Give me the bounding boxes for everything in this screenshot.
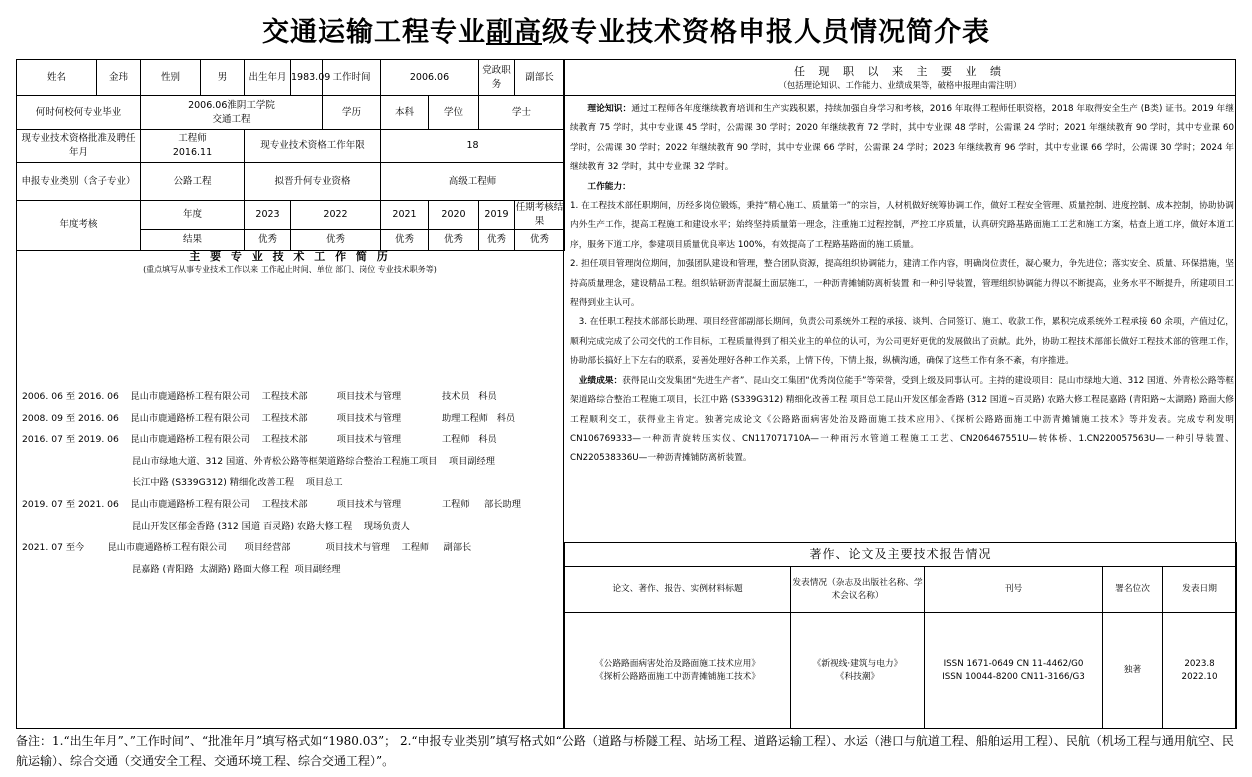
career-row-detail: 昆山开发区郁金香路 (312 国道 百灵路) 农路大修工程 现场负责人 bbox=[132, 520, 410, 532]
birth-value: 1983.09 bbox=[291, 60, 323, 96]
basic-info-table bbox=[16, 59, 565, 251]
school-value: 2006.06淮阴工学院 交通工程 bbox=[141, 96, 323, 130]
career-history-header bbox=[16, 248, 564, 275]
category-value: 公路工程 bbox=[141, 163, 245, 201]
years-value: 18 bbox=[381, 130, 565, 163]
post-label: 党政职务 bbox=[479, 60, 515, 96]
name-value: 金玮 bbox=[97, 60, 141, 96]
year-4: 2020 bbox=[429, 201, 479, 230]
degree-value: 学士 bbox=[479, 96, 565, 130]
edu-value: 本科 bbox=[381, 96, 429, 130]
pub-issns: ISSN 1671-0649 CN 11-4462/G0 ISSN 10044-8200 CN11-3166/G3 bbox=[925, 613, 1103, 729]
performance-body bbox=[570, 100, 1234, 469]
school-label: 何时何校何专业毕业 bbox=[17, 96, 141, 130]
result-1: 优秀 bbox=[245, 229, 291, 250]
pub-titles: 《公路路面病害处治及路面施工技术应用》 《探析公路路面施工中沥青摊铺施工技术》 bbox=[565, 613, 791, 729]
qual-label: 现专业技术资格批准及聘任年月 bbox=[17, 130, 141, 163]
achievement-text: 获得昆山交发集团“先进生产者”、昆山交工集团“优秀岗位能手”等荣誉，受到上级及同事认可。主持的建设项目：昆山市绿地大道、312 国道、外青松公路等框架道路综合整治工程施工项目，长江中路 (S339G312) 精细化改善工程 项目总工昆山开发区郁金香路 (312 国道~百灵路) 农路大修工程昆嘉路 (青阳路~太湖路) 路面大修工程顺利交工，获得业主肯定。独著完成论文《公路路面病害处治及路面施工技术应用》、《探析公路路面施工中沥青摊铺施工技术》等并发表。完成专利发明 CN106769333—一种沥青旋转压实仪、CN117071710A—一种雨污水管道工程施工工艺、CN206467551U—转体桥、1.CN220057563U—一种引导装置、CN220538336U—一种沥青摊铺防离析装置。 bbox=[570, 375, 1234, 464]
career-row: 2008. 09 至 2016. 06 昆山市鹿通路桥工程有限公司 工程技术部 项目技术与管理 助理工程师 科员 bbox=[22, 412, 516, 424]
year-5: 2019 bbox=[479, 201, 515, 230]
ability-paragraph-1: 1. 在工程技术部任职期间，历经多岗位锻炼，秉持“精心施工、质量第一”的宗旨，人材机做好统筹协调工作，做好工程安全管理、质量控制、进度控制、成本控制，协助协调内外生产工作，提高工程施工和建设水平；始终坚持质量第一理念，注重施工过程控制，严控工序质量，认真研究路基路面施工工艺和施工方案，枯查上道工序，做好本道工序，服务下道工序，参建项目质量优良率达 100%，有效提高了工程路基路面的施工质量。 bbox=[570, 201, 1234, 250]
theory-label: 理论知识： bbox=[587, 104, 632, 114]
footnote: 备注：1.“出生年月”、”工作时间”、“批准年月”填写格式如“1980.03”； 2.“申报专业类别”填写格式如“公路（道路与桥隧工程、站场工程、道路运输工程）、水运（港口与航道工程、船舶运用工程）、民航（机场工程与通用航空、民航运输）、综合交通（交通安全工程、交通环境工程、综合交通工程）”。 bbox=[16, 734, 1234, 768]
pub-header-title: 论文、著作、报告、实例材料标题 bbox=[565, 567, 791, 613]
edu-label: 学历 bbox=[323, 96, 381, 130]
career-row: 2019. 07 至 2021. 06 昆山市鹿通路桥工程有限公司 工程技术部 项目技术与管理 工程师 部长助理 bbox=[22, 498, 521, 510]
result-3: 优秀 bbox=[381, 229, 429, 250]
pub-header-venue: 发表情况（杂志及出版社名称、学术会议名称） bbox=[791, 567, 925, 613]
ability-label: 工作能力： bbox=[587, 181, 631, 192]
years-label: 现专业技术资格工作年限 bbox=[245, 130, 381, 163]
gender-label: 性别 bbox=[141, 60, 201, 96]
tenure-result: 优秀 bbox=[515, 229, 565, 250]
career-history bbox=[22, 386, 562, 580]
performance-header bbox=[564, 59, 1236, 91]
qual-value: 工程师 2016.11 bbox=[141, 130, 245, 163]
pub-header-issn: 刊号 bbox=[925, 567, 1103, 613]
result-4: 优秀 bbox=[429, 229, 479, 250]
pub-venues: 《新视线·建筑与电力》 《科技潮》 bbox=[791, 613, 925, 729]
category-label: 申报专业类别（含子专业） bbox=[17, 163, 141, 201]
publications-title: 著作、论文及主要技术报告情况 bbox=[565, 543, 1237, 567]
theory-text: 通过工程师各年度继续教育培训和生产实践积累，持续加强自身学习和考核，2016 年取得工程师任职资格，2018 年取得安全生产 (B类) 证书。2019 年继续教育 75 学时，其中专业课 45 学时，公需课 30 学时；2020 年继续教育 72 学时，其中专业课 48 学时，公需课 24 学时；2021 年继续教育 90 学时，其中专业课 60 学时，公需课 30 学时；2022 年继续教育 90 学时，其中专业课 66 学时，公需课 24 学时；2023 年继续教育 96 学时，其中专业课 66 学时，公需课 30 学时；2024 年继续教育 32 学时，其中专业课 32 学时。 bbox=[570, 104, 1235, 173]
career-row: 2016. 07 至 2019. 06 昆山市鹿通路桥工程有限公司 工程技术部 项目技术与管理 工程师 科员 bbox=[22, 434, 497, 446]
achievement-label: 业绩成果： bbox=[578, 375, 623, 386]
divider bbox=[564, 95, 1236, 96]
performance-title: 任 现 职 以 来 主 要 业 绩 bbox=[794, 65, 1006, 78]
tenure-label: 任期考核结果 bbox=[515, 201, 565, 230]
pub-dates: 2023.8 2022.10 bbox=[1163, 613, 1237, 729]
year-1: 2023 bbox=[245, 201, 291, 230]
gender-value: 男 bbox=[201, 60, 245, 96]
career-row: 2006. 06 至 2016. 06 昆山市鹿通路桥工程有限公司 工程技术部 项目技术与管理 技术员 科员 bbox=[22, 391, 497, 402]
target-label: 拟晋升何专业资格 bbox=[245, 163, 381, 201]
annual-label: 年度考核 bbox=[17, 201, 141, 251]
annual-result-label: 结果 bbox=[141, 229, 245, 250]
pub-header-date: 发表日期 bbox=[1163, 567, 1237, 613]
page-title: 交通运输工程专业副高级专业技术资格申报人员情况简介表 bbox=[262, 17, 990, 48]
work-value: 2006.06 bbox=[381, 60, 479, 96]
career-row-detail: 昆山市绿地大道、312 国道、外青松公路等框架道路综合整治工程施工项目 项目副经理 bbox=[132, 455, 495, 467]
career-row-detail: 长江中路 (S339G312) 精细化改善工程 项目总工 bbox=[132, 477, 343, 489]
birth-label: 出生年月 bbox=[245, 60, 291, 96]
performance-subtitle: （包括理论知识、工作能力、业绩成果等，破格申报理由需注明） bbox=[778, 80, 1022, 90]
ability-paragraph-3: 3. 在任职工程技术部部长助理、项目经营部副部长期间，负责公司系统外工程的承接、谈判、合同签订、施工、收款工作，累积完成系统外工程承接 60 余项，产值过亿，顺利完成完成了公司交代的工作目标，工程质量得到了相关业主的单位的认可，为公司更好更优的发展做出了贡献。此外，协助工程技术部部长做好工程技术部的管理工作，协助部长搞好上下左右的联系，妥善处理好各种工作关系，上情下传，下情上报，纵横沟通，确保了这些工作有条不紊，有序推进。 bbox=[570, 317, 1234, 367]
year-3: 2021 bbox=[381, 201, 429, 230]
pub-rank: 独著 bbox=[1103, 613, 1163, 729]
result-5: 优秀 bbox=[479, 229, 515, 250]
publications-table bbox=[564, 542, 1237, 729]
career-history-subtitle: (重点填写从事专业技术工作以来 工作起止时间、单位 部门、岗位 专业技术职务等) bbox=[143, 265, 437, 274]
target-value: 高级工程师 bbox=[381, 163, 565, 201]
year-2: 2022 bbox=[291, 201, 381, 230]
post-value: 副部长 bbox=[515, 60, 565, 96]
name-label: 姓名 bbox=[17, 60, 97, 96]
career-history-title: 主 要 专 业 技 术 工 作 简 历 bbox=[189, 250, 391, 263]
annual-year-label: 年度 bbox=[141, 201, 245, 230]
pub-header-rank: 署名位次 bbox=[1103, 567, 1163, 613]
career-row: 2021. 07 至今 昆山市鹿通路桥工程有限公司 项目经营部 项目技术与管理 工程师 副部长 bbox=[22, 542, 472, 554]
career-row-detail: 昆嘉路 (青阳路 太湖路) 路面大修工程 项目副经理 bbox=[132, 563, 341, 575]
work-label: 工作时间 bbox=[323, 60, 381, 96]
ability-paragraph-2: 2. 担任项目管理岗位期间，加强团队建设和管理，整合团队资源，提高组织协调能力，建清工作内容，明确岗位责任，凝心聚力，争先进位；落实安全、质量、环保措施，坚持高质量理念，建设精品工程。组织钻研沥青混凝土面层施工，一种沥青摊铺防离析装置 和一种引导装置，管理组织协调能力得以不断提高，业务水平不断提升，所建项目工程得到业主认可。 bbox=[570, 259, 1234, 309]
degree-label: 学位 bbox=[429, 96, 479, 130]
result-2: 优秀 bbox=[291, 229, 381, 250]
